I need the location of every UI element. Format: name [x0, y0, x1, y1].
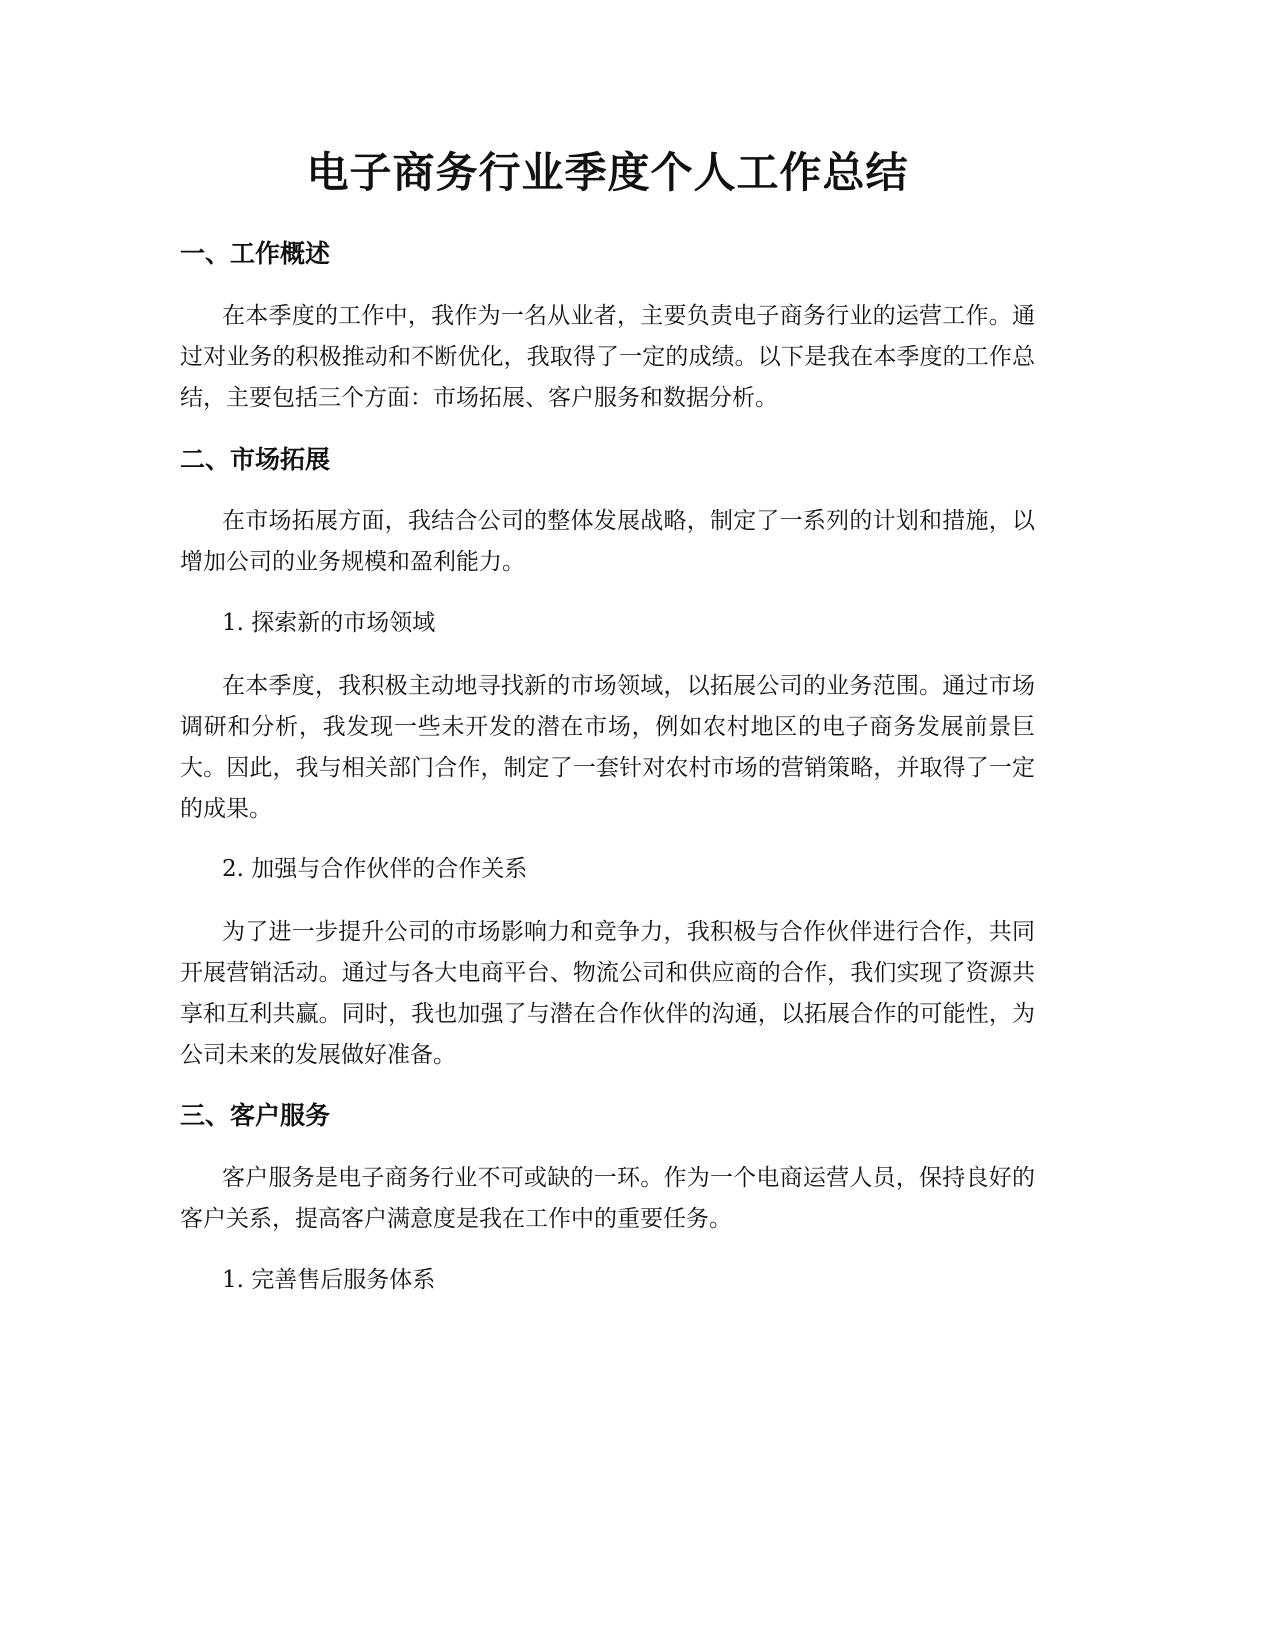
paragraph-new-markets: 在本季度，我积极主动地寻找新的市场领域，以拓展公司的业务范围。通过市场调研和分析，我发现一些未开发的潜在市场，例如农村地区的电子商务发展前景巨大。因此，我与相关部门合作，制定了一套针对农村市场的营销策略，并取得了一定的成果。	[180, 673, 1035, 822]
paragraph-partners: 为了进一步提升公司的市场影响力和竞争力，我积极与合作伙伴进行合作，共同开展营销活动。通过与各大电商平台、物流公司和供应商的合作，我们实现了资源共享和互利共赢。同时，我也加强了与潜在合作伙伴的沟通，以拓展合作的可能性，为公司未来的发展做好准备。	[180, 919, 1035, 1068]
section-heading-market: 二、市场拓展	[180, 445, 331, 474]
section-heading-customer-service: 三、客户服务	[180, 1101, 331, 1130]
list-item-partners: 2. 加强与合作伙伴的合作关系	[222, 856, 528, 882]
section-heading-overview: 一、工作概述	[180, 239, 331, 268]
document-title: 电子商务行业季度个人工作总结	[306, 148, 909, 197]
section-paragraph-overview: 在本季度的工作中，我作为一名从业者，主要负责电子商务行业的运营工作。通过对业务的积极推动和不断优化，我取得了一定的成绩。以下是我在本季度的工作总结，主要包括三个方面：市场拓展、客户服务和数据分析。	[180, 303, 1035, 411]
list-item-new-markets: 1. 探索新的市场领域	[222, 610, 436, 636]
list-item-after-sales: 1. 完善售后服务体系	[222, 1267, 436, 1293]
section-paragraph-customer-service: 客户服务是电子商务行业不可或缺的一环。作为一个电商运营人员，保持良好的客户关系，提高客户满意度是我在工作中的重要任务。	[180, 1165, 1035, 1232]
section-paragraph-market: 在市场拓展方面，我结合公司的整体发展战略，制定了一系列的计划和措施，以增加公司的业务规模和盈利能力。	[180, 508, 1035, 575]
